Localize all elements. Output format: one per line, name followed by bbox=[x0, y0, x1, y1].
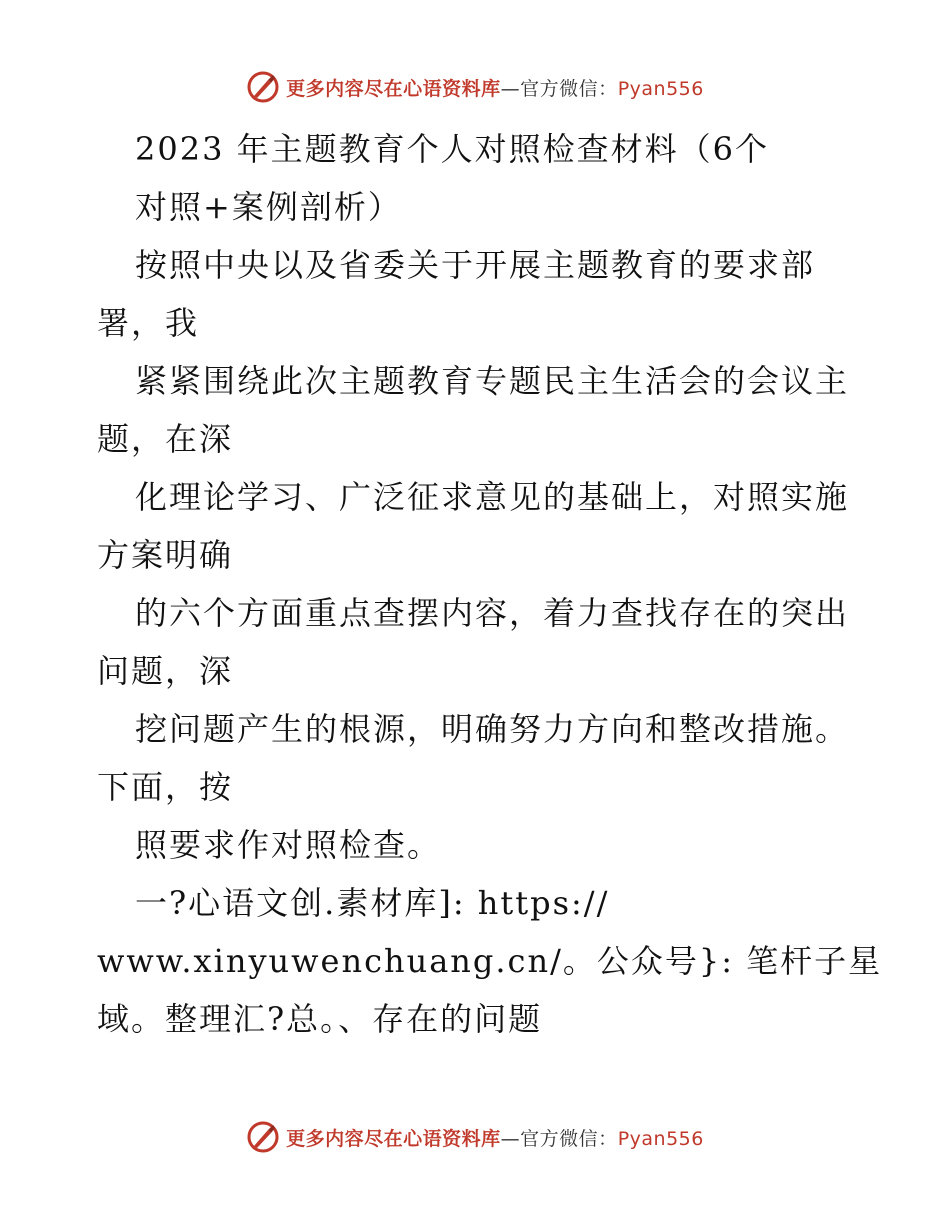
footer-watermark bbox=[0, 1120, 950, 1154]
watermark-text bbox=[286, 1124, 704, 1151]
paragraph-line: 问题，深 bbox=[97, 652, 234, 690]
header-watermark bbox=[0, 70, 950, 104]
watermark-official-label: 官方微信： bbox=[520, 1127, 618, 1150]
paragraph-line: 题，在深 bbox=[97, 420, 234, 458]
paragraph-line: 挖问题产生的根源，明确努力方向和整改措施。 bbox=[135, 710, 850, 748]
paragraph-line: 的六个方面重点查摆内容，着力查找存在的突出 bbox=[135, 594, 850, 632]
title-line-1: 2023 年主题教育个人对照检查材料（6个 bbox=[135, 130, 769, 168]
paragraph-line: 化理论学习、广泛征求意见的基础上，对照实施 bbox=[135, 478, 850, 516]
quill-circle-icon bbox=[246, 70, 280, 104]
document-body bbox=[97, 120, 883, 1048]
paragraph-line: 按照中央以及省委关于开展主题教育的要求部 bbox=[135, 246, 816, 284]
paragraph-line: 紧紧围绕此次主题教育专题民主生活会的会议主 bbox=[135, 362, 850, 400]
watermark-dash: — bbox=[500, 77, 521, 100]
watermark-text bbox=[286, 74, 704, 101]
watermark-dash: — bbox=[500, 1127, 521, 1150]
paragraph-line: www.xinyuwenchuang.cn/。公众号}: 笔杆子星 bbox=[97, 942, 883, 980]
section-heading-line: 域。整理汇?总。、存在的问题 bbox=[97, 1000, 543, 1038]
paragraph-line: 照要求作对照检查。 bbox=[135, 826, 442, 864]
paragraph-line: 一?心语文创.素材库]: https:// bbox=[135, 884, 610, 922]
watermark-site-name: 更多内容尽在心语资料库 bbox=[286, 1127, 501, 1150]
paragraph-line: 下面，按 bbox=[97, 768, 234, 806]
watermark-handle: Pyan556 bbox=[617, 1127, 704, 1150]
quill-circle-icon bbox=[246, 1120, 280, 1154]
title-line-2: 对照+案例剖析） bbox=[135, 188, 402, 226]
watermark-handle: Pyan556 bbox=[617, 77, 704, 100]
paragraph-line: 方案明确 bbox=[97, 536, 234, 574]
watermark-site-name: 更多内容尽在心语资料库 bbox=[286, 77, 501, 100]
paragraph-line: 署，我 bbox=[97, 304, 200, 342]
watermark-official-label: 官方微信： bbox=[520, 77, 618, 100]
